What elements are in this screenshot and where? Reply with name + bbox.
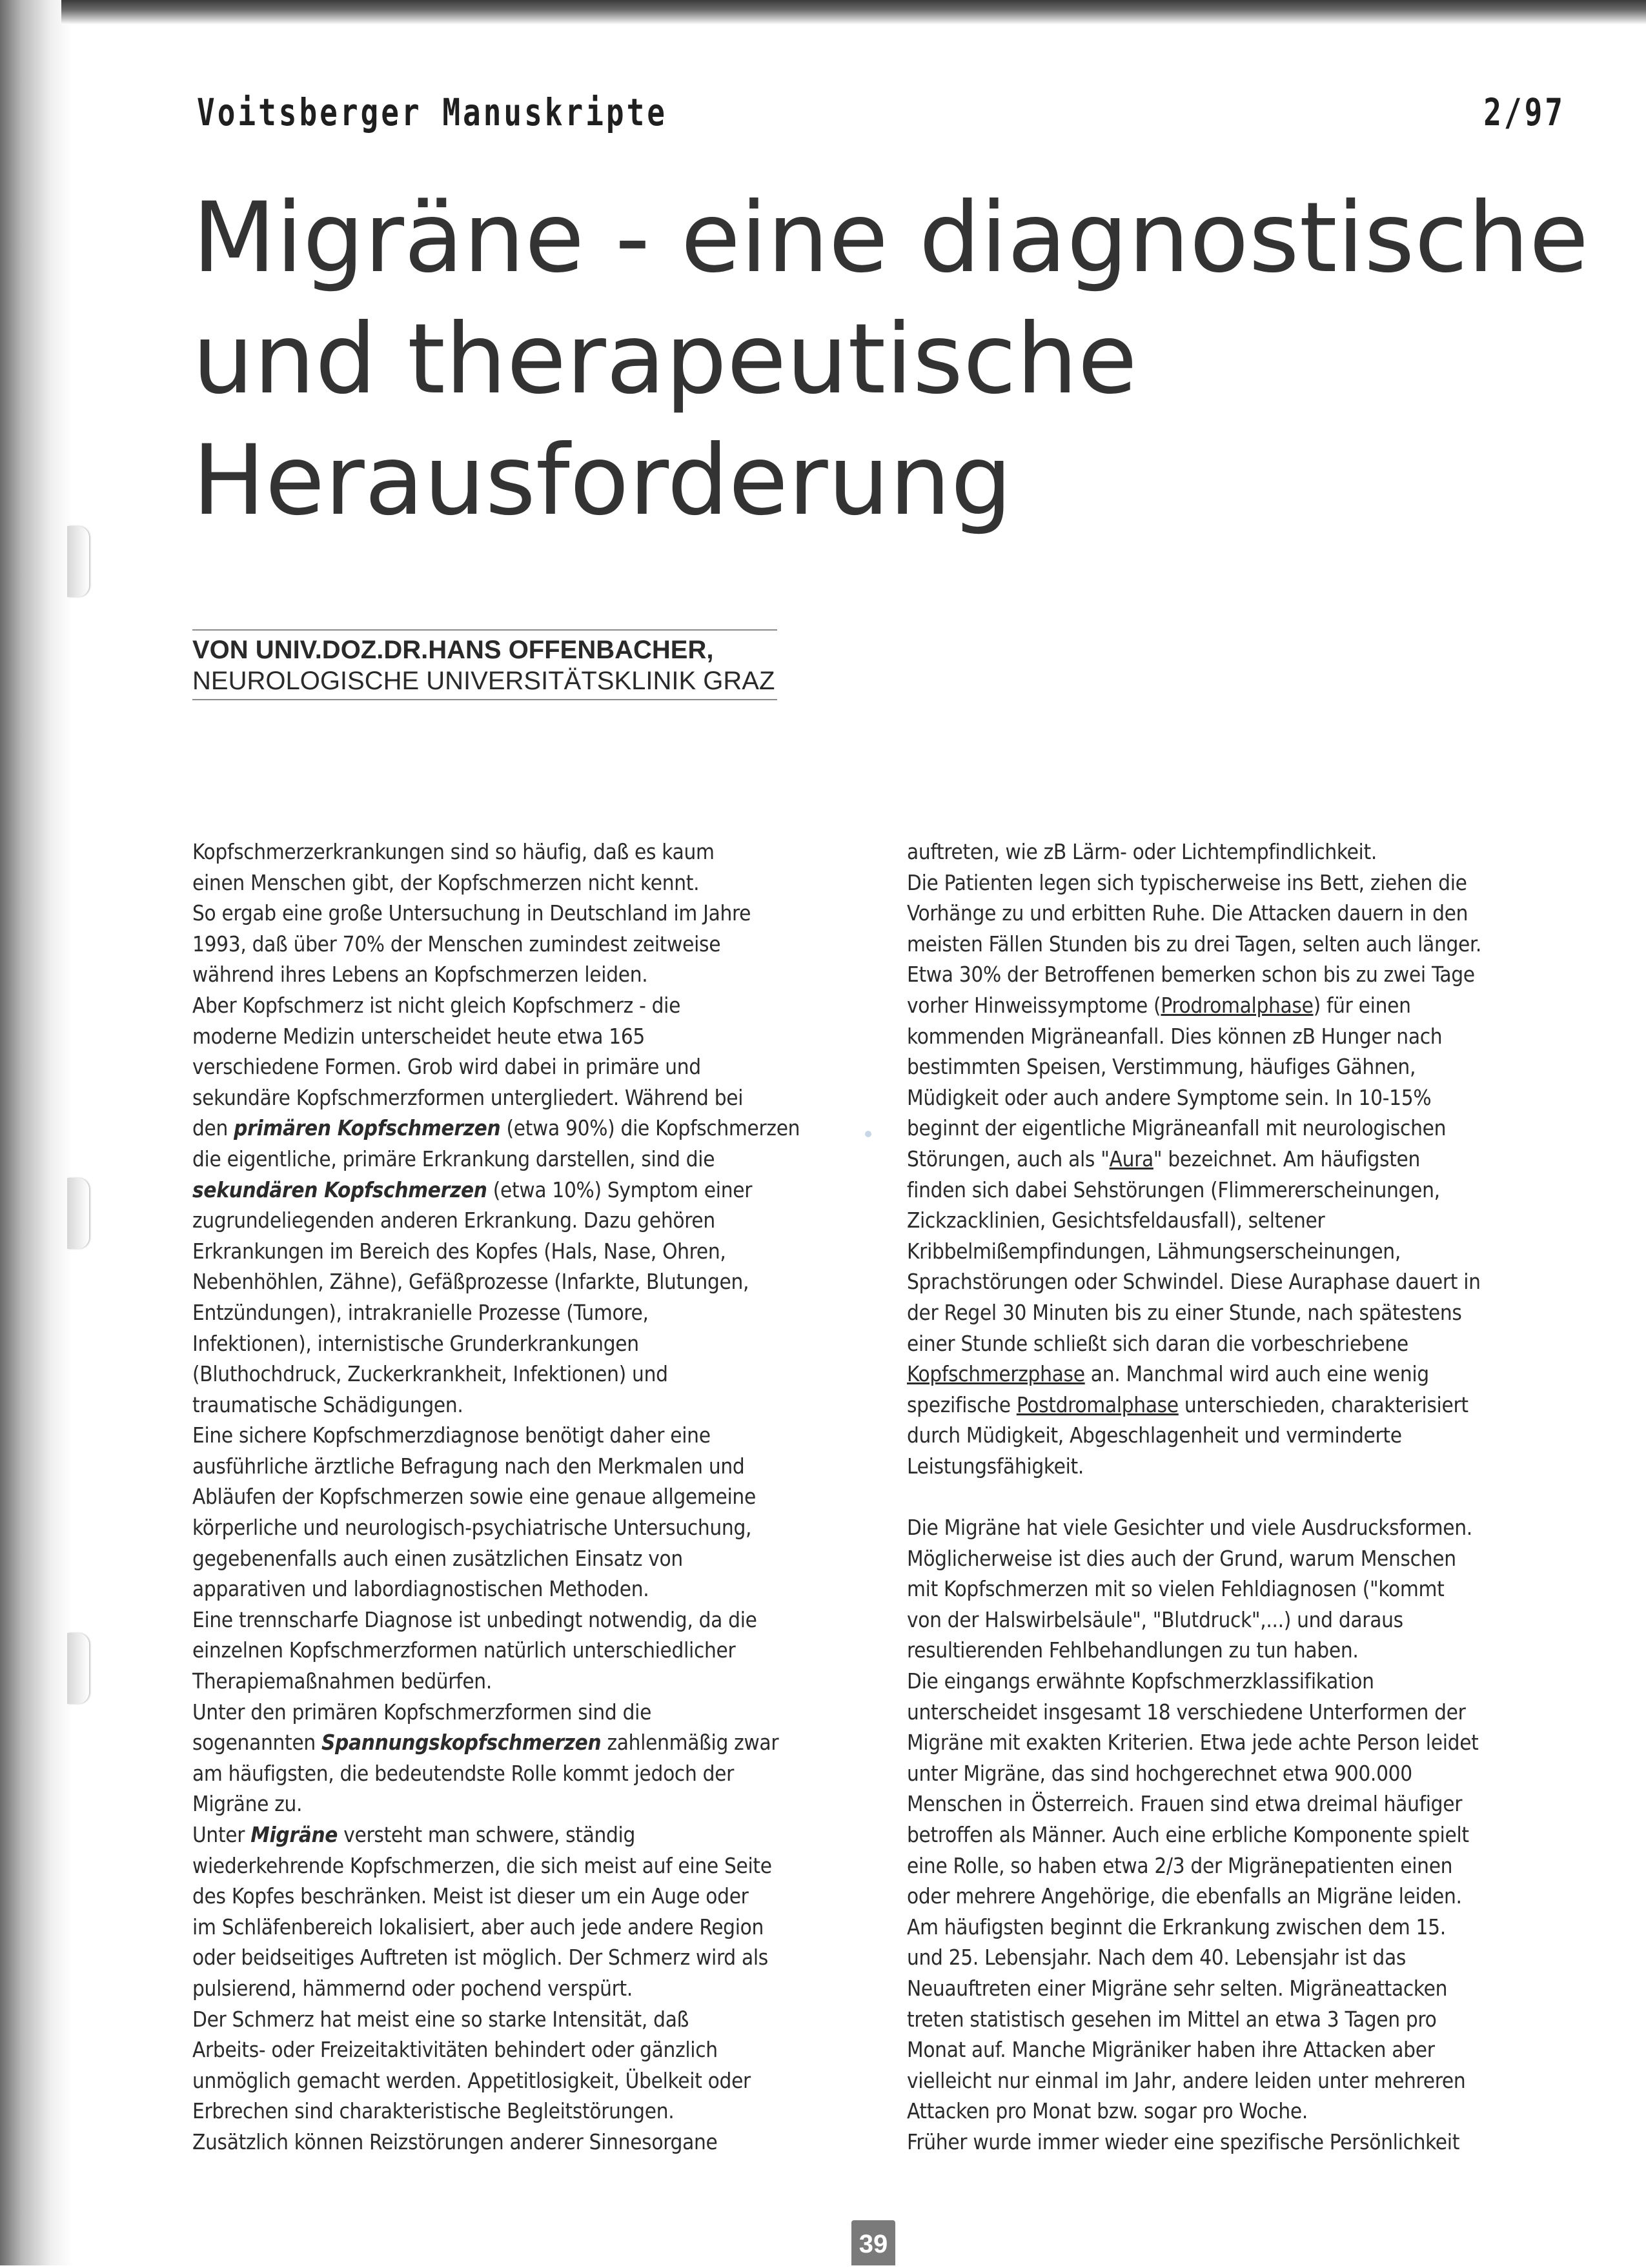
text-line: Störungen, auch als "Aura" bezeichnet. Am häufigsten xyxy=(907,1146,1421,1171)
text-line: pulsierend, hämmernd oder pochend verspürt. xyxy=(192,1975,633,2001)
text-line: oder mehrere Angehörige, die ebenfalls an Migräne leiden. xyxy=(907,1883,1462,1909)
text-line: vorher Hinweissymptome (Prodromalphase) für einen xyxy=(907,992,1411,1018)
scan-speck xyxy=(865,1131,871,1137)
byline-author: VON UNIV.DOZ.DR.HANS OFFENBACHER, xyxy=(192,636,714,664)
text-line: am häufigsten, die bedeutendste Rolle kommt jedoch der xyxy=(192,1760,735,1786)
text-line: moderne Medizin unterscheidet heute etwa 165 xyxy=(192,1023,645,1049)
text-line: Der Schmerz hat meist eine so starke Intensität, daß xyxy=(192,2006,689,2032)
text-line: bestimmten Speisen, Verstimmung, häufiges Gähnen, xyxy=(907,1054,1416,1080)
text-line: Infektionen), internistische Grunderkrankungen xyxy=(192,1330,639,1356)
text-line: Entzündungen), intrakranielle Prozesse (Tumore, xyxy=(192,1299,649,1325)
text-line: gegebenenfalls auch einen zusätzlichen Einsatz von xyxy=(192,1545,683,1571)
text-line: Die eingangs erwähnte Kopfschmerzklassifikation xyxy=(907,1668,1374,1694)
text-line: traumatische Schädigungen. xyxy=(192,1392,463,1417)
text-line: spezifische Postdromalphase unterschieden, charakterisiert xyxy=(907,1392,1468,1417)
text-line: Aber Kopfschmerz ist nicht gleich Kopfschmerz - die xyxy=(192,992,681,1018)
text-line: sekundären Kopfschmerzen (etwa 10%) Symptom einer xyxy=(192,1177,753,1202)
text-line: durch Müdigkeit, Abgeschlagenheit und verminderte xyxy=(907,1423,1402,1448)
body-column-left xyxy=(192,836,896,2158)
title-line: Herausforderung xyxy=(192,425,1013,537)
text-line: Neuauftreten einer Migräne sehr selten. Migräneattacken xyxy=(907,1975,1448,2001)
text-line: des Kopfes beschränken. Meist ist dieser um ein Auge oder xyxy=(192,1883,749,1909)
title-line: Migräne - eine diagnostische xyxy=(192,182,1589,294)
text-line: Die Migräne hat viele Gesichter und viele Ausdrucksformen. xyxy=(907,1515,1472,1541)
byline-affiliation: NEUROLOGISCHE UNIVERSITÄTSKLINIK GRAZ xyxy=(192,667,775,695)
emphasized-term: Spannungskopfschmerzen xyxy=(321,1730,602,1756)
text-line: einen Menschen gibt, der Kopfschmerzen nicht kennt. xyxy=(192,869,700,895)
scan-top-edge xyxy=(61,0,1646,25)
text-line: sekundäre Kopfschmerzformen untergliedert. Während bei xyxy=(192,1084,744,1110)
text-line: Eine trennscharfe Diagnose ist unbedingt notwendig, da die xyxy=(192,1606,757,1632)
text-line: treten statistisch gesehen im Mittel an etwa 3 Tagen pro xyxy=(907,2006,1437,2032)
text-line: oder beidseitiges Auftreten ist möglich. Der Schmerz wird als xyxy=(192,1945,768,1970)
text-line: einzelnen Kopfschmerzformen natürlich unterschiedlicher xyxy=(192,1637,736,1663)
text-line: apparativen und labordiagnostischen Methoden. xyxy=(192,1576,649,1602)
article-title xyxy=(192,177,1589,542)
text-line: mit Kopfschmerzen mit so vielen Fehldiagnosen ("kommt xyxy=(907,1576,1445,1602)
text-line: körperliche und neurologisch-psychiatrische Untersuchung, xyxy=(192,1515,752,1541)
issue-number: 2/97 xyxy=(1483,90,1565,134)
text-line: Monat auf. Manche Migräniker haben ihre Attacken aber xyxy=(907,2037,1435,2063)
text-line: während ihres Lebens an Kopfschmerzen leiden. xyxy=(192,962,648,987)
text-line: der Regel 30 Minuten bis zu einer Stunde, nach spätestens xyxy=(907,1299,1462,1325)
text-line: unterscheidet insgesamt 18 verschiedene Unterformen der xyxy=(907,1699,1466,1725)
text-line: Abläufen der Kopfschmerzen sowie eine genaue allgemeine xyxy=(192,1484,756,1510)
text-line: Früher wurde immer wieder eine spezifische Persönlichkeit xyxy=(907,2129,1460,2154)
text-line: So ergab eine große Untersuchung in Deutschland im Jahre xyxy=(192,900,751,926)
text-line: sogenannten Spannungskopfschmerzen zahlenmäßig zwar xyxy=(192,1730,779,1756)
paragraph-gap xyxy=(907,1481,1610,1512)
text-line: Am häufigsten beginnt die Erkrankung zwischen dem 15. xyxy=(907,1914,1446,1939)
text-line: Kopfschmerzphase an. Manchmal wird auch eine wenig xyxy=(907,1361,1429,1387)
text-line: Erkrankungen im Bereich des Kopfes (Hals, Nase, Ohren, xyxy=(192,1238,726,1264)
title-line: und therapeutische xyxy=(192,303,1137,416)
text-line: die eigentliche, primäre Erkrankung darstellen, sind die xyxy=(192,1146,715,1171)
underlined-term: Prodromalphase xyxy=(1161,992,1314,1018)
text-line: ausführliche ärztliche Befragung nach den Merkmalen und xyxy=(192,1453,745,1479)
text-line: Sprachstörungen oder Schwindel. Diese Auraphase dauert in xyxy=(907,1269,1481,1295)
underlined-term: Aura xyxy=(1109,1146,1153,1171)
text-line: im Schläfenbereich lokalisiert, aber auch jede andere Region xyxy=(192,1914,764,1939)
text-line: (Bluthochdruck, Zuckerkrankheit, Infektionen) und xyxy=(192,1361,668,1387)
underlined-term: Kopfschmerzphase xyxy=(907,1361,1085,1387)
text-line: vielleicht nur einmal im Jahr, andere leiden unter mehreren xyxy=(907,2067,1466,2093)
text-line: Menschen in Österreich. Frauen sind etwa dreimal häufiger xyxy=(907,1791,1463,1817)
text-line: Eine sichere Kopfschmerzdiagnose benötigt daher eine xyxy=(192,1423,711,1448)
text-line: Kopfschmerzerkrankungen sind so häufig, daß es kaum xyxy=(192,839,715,864)
emphasized-term: sekundären Kopfschmerzen xyxy=(192,1177,487,1202)
text-line: beginnt der eigentliche Migräneanfall mit neurologischen xyxy=(907,1115,1447,1141)
running-head xyxy=(197,90,1565,134)
text-line: Arbeits- oder Freizeitaktivitäten behindert oder gänzlich xyxy=(192,2037,718,2063)
byline-rule xyxy=(192,699,777,700)
text-line: Leistungsfähigkeit. xyxy=(907,1453,1084,1479)
text-line: verschiedene Formen. Grob wird dabei in primäre und xyxy=(192,1054,701,1080)
text-line: Zickzacklinien, Gesichtsfeldausfall), seltener xyxy=(907,1208,1325,1233)
underlined-term: Postdromalphase xyxy=(1016,1392,1179,1417)
text-line: Migräne mit exakten Kriterien. Etwa jede achte Person leidet xyxy=(907,1730,1479,1756)
text-line: Vorhänge zu und erbitten Ruhe. Die Attacken dauern in den xyxy=(907,900,1468,926)
text-line: einer Stunde schließt sich daran die vorbeschriebene xyxy=(907,1330,1408,1356)
text-line: Erbrechen sind charakteristische Begleitstörungen. xyxy=(192,2098,675,2124)
body-column-right xyxy=(907,836,1610,2158)
text-line: unmöglich gemacht werden. Appetitlosigkeit, Übelkeit oder xyxy=(192,2067,751,2093)
scan-binding-shadow xyxy=(0,0,72,2265)
binding-tab xyxy=(67,1178,89,1249)
text-line: wiederkehrende Kopfschmerzen, die sich meist auf eine Seite xyxy=(192,1852,772,1878)
text-line: Zusätzlich können Reizstörungen anderer Sinnesorgane xyxy=(192,2129,718,2154)
text-line: Migräne zu. xyxy=(192,1791,303,1817)
text-line: Nebenhöhlen, Zähne), Gefäßprozesse (Infarkte, Blutungen, xyxy=(192,1269,749,1295)
binding-tab xyxy=(67,526,89,597)
byline xyxy=(192,629,777,700)
text-line: Kribbelmißempfindungen, Lähmungserscheinungen, xyxy=(907,1238,1401,1264)
journal-name: Voitsberger Manuskripte xyxy=(197,90,667,134)
text-line: eine Rolle, so haben etwa 2/3 der Migränepatienten einen xyxy=(907,1852,1453,1878)
text-line: auftreten, wie zB Lärm- oder Lichtempfindlichkeit. xyxy=(907,839,1377,864)
binding-tab xyxy=(67,1633,89,1704)
text-line: und 25. Lebensjahr. Nach dem 40. Lebensjahr ist das xyxy=(907,1945,1407,1970)
text-line: Therapiemaßnahmen bedürfen. xyxy=(192,1668,492,1694)
text-line: resultierenden Fehlbehandlungen zu tun haben. xyxy=(907,1637,1359,1663)
text-line: von der Halswirbelsäule", "Blutdruck",...) und daraus xyxy=(907,1606,1403,1632)
text-line: den primären Kopfschmerzen (etwa 90%) die Kopfschmerzen xyxy=(192,1115,800,1141)
text-line: unter Migräne, das sind hochgerechnet etwa 900.000 xyxy=(907,1760,1412,1786)
text-line: Müdigkeit oder auch andere Symptome sein. In 10-15% xyxy=(907,1084,1432,1110)
page-number: 39 xyxy=(851,2220,895,2265)
text-line: 1993, daß über 70% der Menschen zumindest zeitweise xyxy=(192,931,721,957)
text-line: Etwa 30% der Betroffenen bemerken schon bis zu zwei Tage xyxy=(907,962,1475,987)
text-line: finden sich dabei Sehstörungen (Flimmererscheinungen, xyxy=(907,1177,1440,1202)
text-line: Möglicherweise ist dies auch der Grund, warum Menschen xyxy=(907,1545,1456,1571)
text-line: zugrundeliegenden anderen Erkrankung. Dazu gehören xyxy=(192,1208,715,1233)
text-line: Attacken pro Monat bzw. sogar pro Woche. xyxy=(907,2098,1308,2124)
text-line: meisten Fällen Stunden bis zu drei Tagen, selten auch länger. xyxy=(907,931,1481,957)
emphasized-term: Migräne xyxy=(250,1822,338,1847)
text-line: Unter den primären Kopfschmerzformen sind die xyxy=(192,1699,652,1725)
text-line: kommenden Migräneanfall. Dies können zB Hunger nach xyxy=(907,1023,1443,1049)
text-line: betroffen als Männer. Auch eine erbliche Komponente spielt xyxy=(907,1822,1469,1847)
emphasized-term: primären Kopfschmerzen xyxy=(234,1115,501,1141)
text-line: Die Patienten legen sich typischerweise ins Bett, ziehen die xyxy=(907,869,1467,895)
text-line: Unter Migräne versteht man schwere, ständig xyxy=(192,1822,636,1847)
